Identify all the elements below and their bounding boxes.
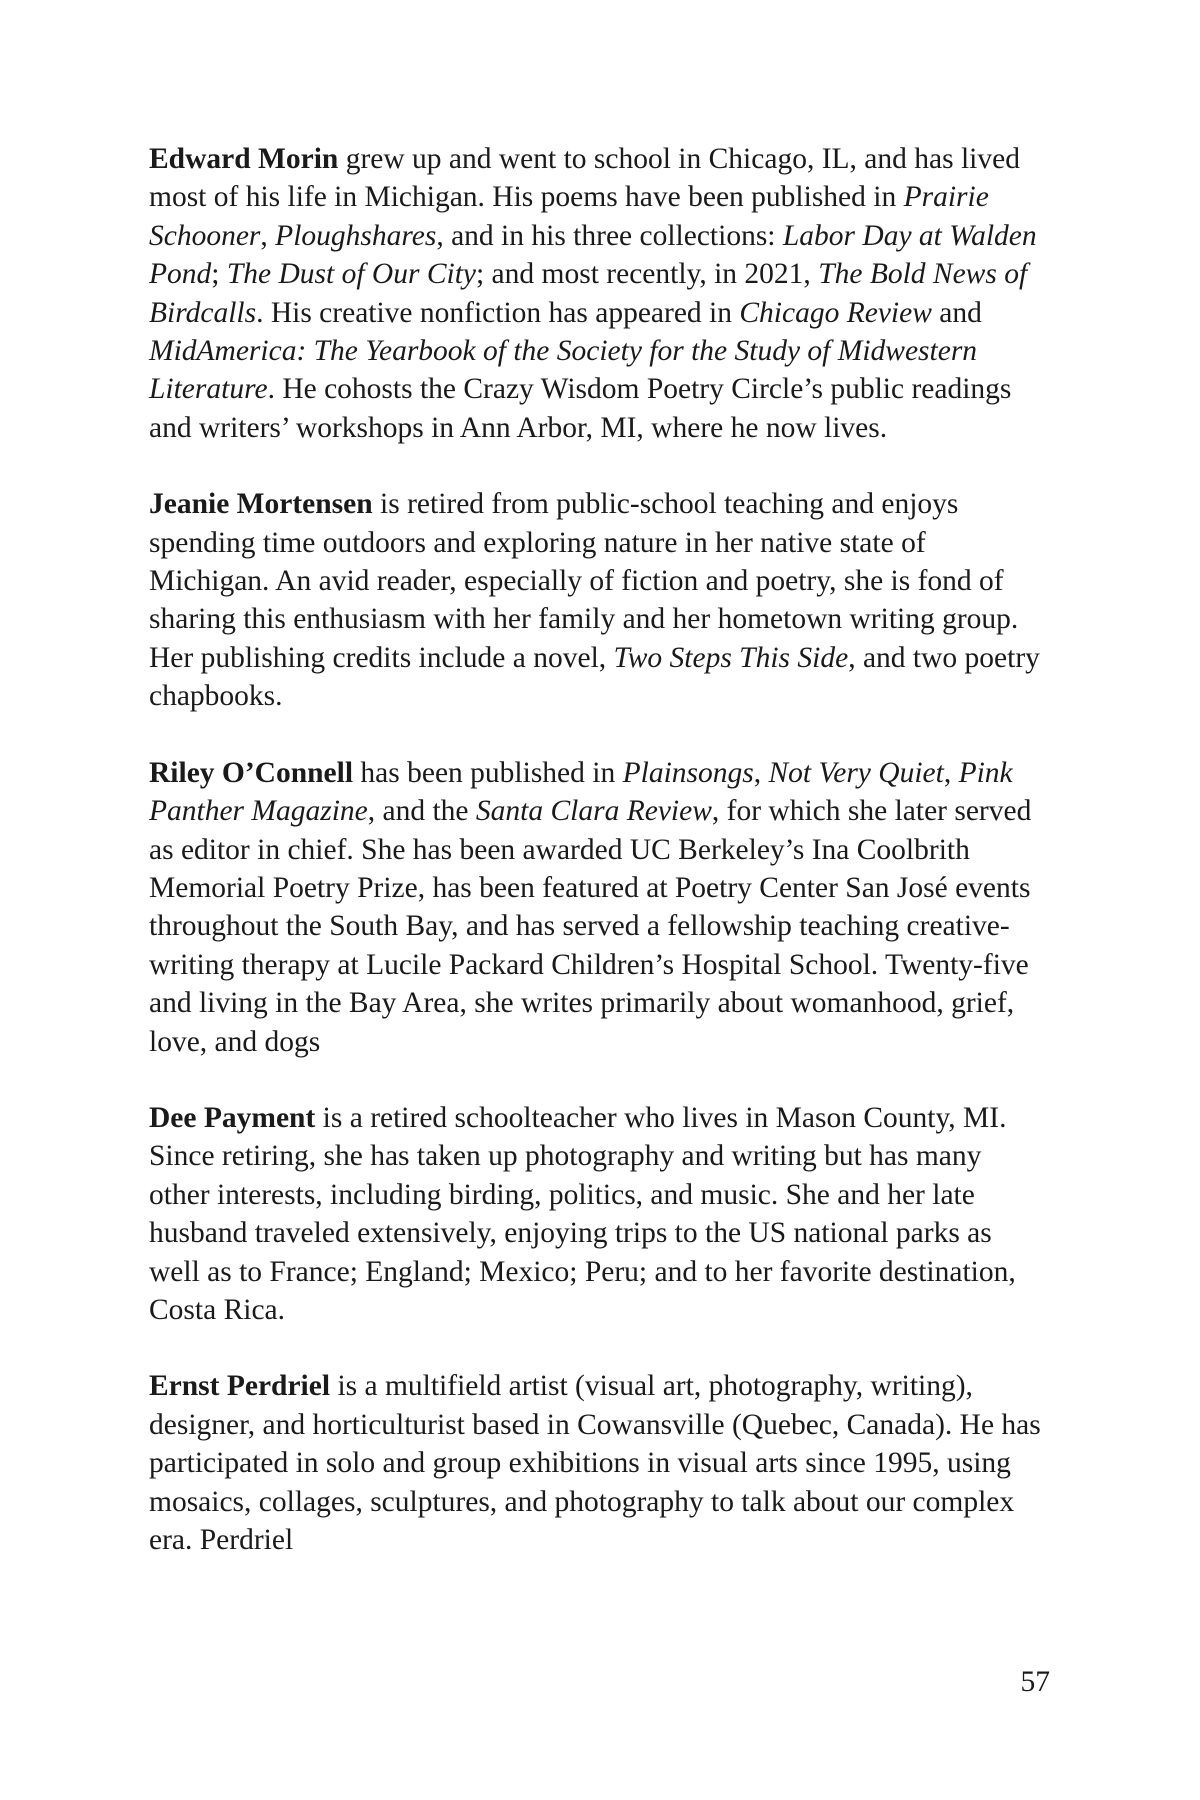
contributor-name: Dee Payment [149, 1101, 316, 1134]
bio-text: is a multifield artist (visual art, photography, writing), designer, and horticulturist based in Cowansville (Quebec, Canada). He has participated in solo and group exhibitions in visual arts since 1995, using mosaics, collages, sculptures, and photography to talk about our complex era. Perdriel [149, 1370, 1041, 1556]
bio-text: , [943, 756, 959, 789]
bio-paragraph [149, 1099, 1049, 1329]
contributor-bios [149, 140, 1049, 1597]
bio-paragraph [149, 754, 1049, 1061]
bio-text: is retired from public-school teaching and enjoys spending time outdoors and exploring nature in her native state of Michigan. An avid reader, especially of fiction and poetry, she is fond of sharing this enthusiasm with her family and her hometown writing group. Her publishing credits include a novel, [149, 488, 1019, 674]
bio-text: , [260, 219, 276, 252]
bio-text: grew up and went to school in Chicago, IL, and has lived most of his life in Michigan. His poems have been published in [149, 143, 1020, 214]
bio-text: , and two poetry chapbooks. [149, 641, 1040, 713]
bio-text: has been published in [353, 756, 623, 789]
bio-text: , for which she later served as editor in chief. She has been awarded UC Berkeley’s Ina Coolbrith Memorial Poetry Prize, has been featured at Poetry Center San José events throughout the South Bay, and has served a fellowship teaching creative-writing therapy at Lucile Packard Children’s Hospital School. Twenty-five and living in the Bay Area, she writes primarily about womanhood, grief, love, and dogs [149, 795, 1032, 1058]
publication-title: Plainsongs [622, 756, 754, 789]
bio-text: , [753, 756, 769, 789]
publication-title: Pink Panther Magazine [149, 756, 1013, 828]
publication-title: MidAmerica: The Yearbook of the Society for the Study of Midwestern Literature [149, 335, 978, 406]
contributor-name: Edward Morin [149, 143, 339, 175]
publication-title: The Dust of Our City [226, 258, 476, 291]
bio-text: . He cohosts the Crazy Wisdom Poetry Circle’s public readings and writers’ workshops in Ann Arbor, MI, where he now lives. [149, 373, 1012, 444]
contributor-name: Ernst Perdriel [149, 1370, 331, 1403]
publication-title: The Bold News of Birdcalls [149, 258, 1028, 329]
publication-title: Chicago Review [739, 296, 932, 329]
contributor-name: Riley O’Connell [149, 756, 354, 789]
bio-paragraph [149, 1367, 1049, 1559]
bio-text: is a retired schoolteacher who lives in Mason County, MI. Since retiring, she has taken up photography and writing but has many other interests, including birding, politics, and music. She and her late husband traveled extensively, enjoying trips to the US national parks as well as to France; England; Mexico; Peru; and to her favorite destination, Costa Rica. [149, 1101, 1016, 1326]
publication-title: Labor Day at Walden Pond [149, 219, 1037, 291]
publication-title: Not Very Quiet [768, 756, 944, 789]
bio-text: ; [211, 258, 227, 291]
bio-text: and [931, 296, 982, 329]
publication-title: Ploughshares [275, 219, 437, 252]
page-number: 57 [1020, 1666, 1050, 1698]
bio-text: , and the [367, 795, 476, 828]
bio-paragraph [149, 140, 1049, 447]
bio-text: ; and most recently, in 2021, [475, 258, 819, 291]
publication-title: Two Steps This Side [613, 641, 849, 674]
contributor-name: Jeanie Mortensen [149, 488, 373, 521]
bio-text: . His creative nonfiction has appeared in [256, 296, 740, 329]
bio-text: , and in his three collections: [436, 219, 783, 252]
bio-paragraph [149, 485, 1049, 715]
publication-title: Santa Clara Review [475, 795, 712, 828]
publication-title: Prairie Schooner [149, 181, 989, 252]
